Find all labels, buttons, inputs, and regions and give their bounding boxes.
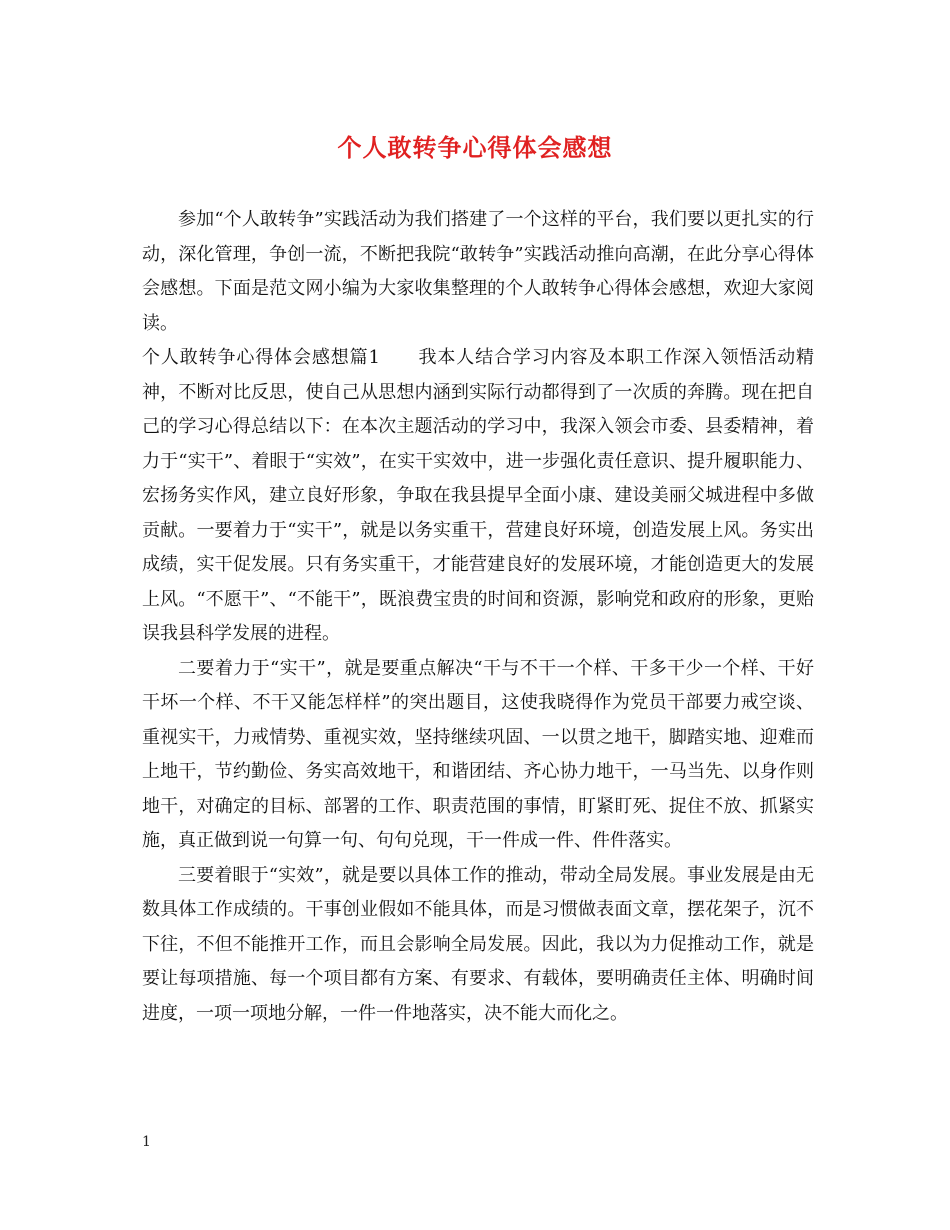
paragraph-point-3: 三要着眼于“实效”，就是要以具体工作的推动，带动全局发展。事业发展是由无数具体工作成绩的。干事创业假如不能具体，而是习惯做表面文章，摆花架子，沉不下往，不但不能推开工作，而且会影响全局发展。因此，我以为力促推动工作，就是要让每项措施、每一个项目都有方案、有要求、有载体，要明确责任主体、明确时间进度，一项一项地分解，一件一件地落实，决不能大而化之。	[142, 864, 814, 1024]
document-body	[142, 203, 814, 1031]
paragraph-intro: 参加“个人敢转争”实践活动为我们搭建了一个这样的平台，我们要以更扎实的行动，深化管理，争创一流，不断把我院“敢转争”实践活动推向高潮，在此分享心得体会感想。下面是范文网小编为大家收集整理的个人敢转争心得体会感想，欢迎大家阅读。	[142, 209, 814, 334]
page-number: 1	[142, 1134, 151, 1150]
paragraph-section-1: 个人敢转争心得体会感想篇1 我本人结合学习内容及本职工作深入领悟活动精神，不断对比反思，使自己从思想内涵到实际行动都得到了一次质的奔腾。现在把自己的学习心得总结以下：在本次主题活动的学习中，我深入领会市委、县委精神，着力于“实干”、着眼于“实效”，在实干实效中，进一步强化责任意识、提升履职能力、宏扬务实作风，建立良好形象，争取在我县提早全面小康、建设美丽父城进程中多做贡献。一要着力于“实干”，就是以务实重干，营建良好环境，创造发展上风。务实出成绩，实干促发展。只有务实重干，才能营建良好的发展环境，才能创造更大的发展上风。“不愿干”、“不能干”，既浪费宝贵的时间和资源，影响党和政府的形象，更贻误我县科学发展的进程。	[142, 347, 814, 644]
document-title: 个人敢转争心得体会感想	[337, 133, 613, 162]
paragraph-point-2: 二要着力于“实干”，就是要重点解决“干与不干一个样、干多干少一个样、干好干坏一个样、不干又能怎样样”的突出题目，这使我晓得作为党员干部要力戒空谈、重视实干，力戒情势、重视实效，坚持继续巩固、一以贯之地干，脚踏实地、迎难而上地干，节约勤俭、务实高效地干，和谐团结、齐心协力地干，一马当先、以身作则地干，对确定的目标、部署的工作、职责范围的事情，盯紧盯死、捉住不放、抓紧实施，真正做到说一句算一句、句句兑现，干一件成一件、件件落实。	[142, 657, 814, 851]
